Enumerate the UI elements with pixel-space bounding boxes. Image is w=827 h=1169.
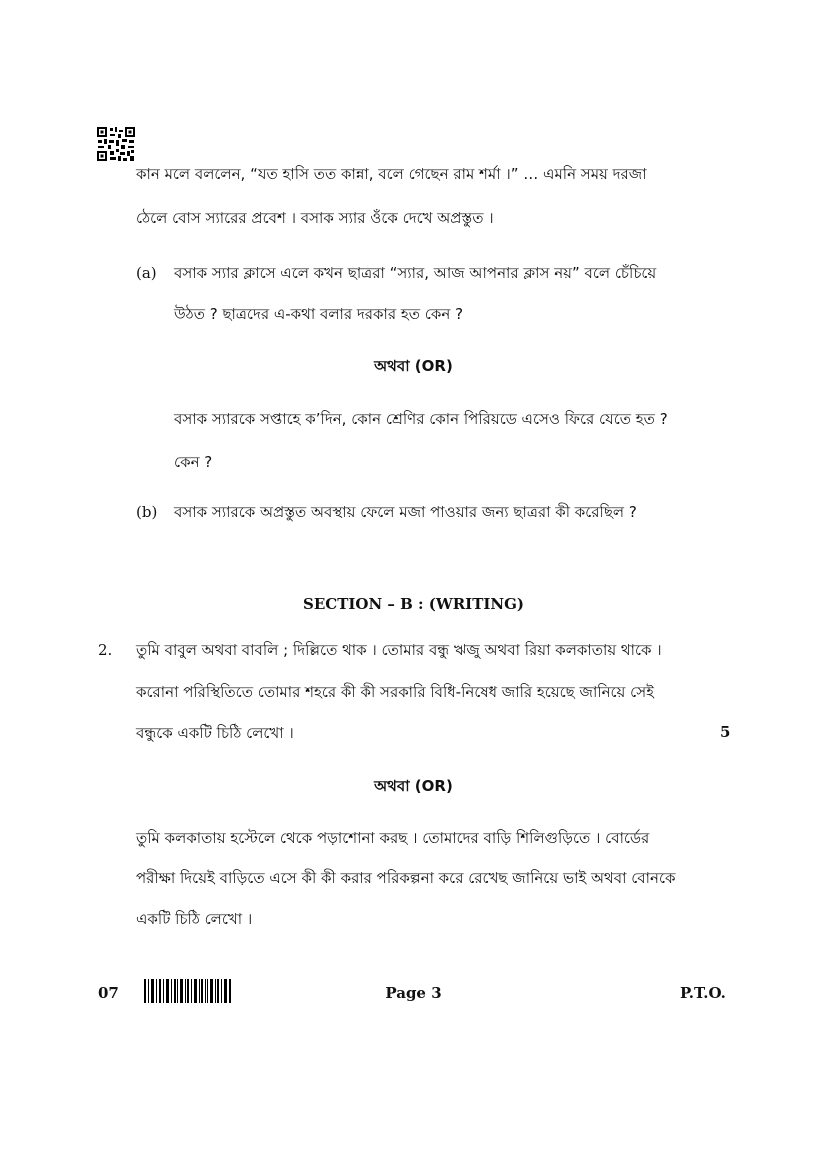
question-2-line-2: করোনা পরিস্থিতিতে তোমার শহরে কী কী সরকারি বিধি-নিষেধ জারি হয়েছে জানিয়ে সেই (136, 683, 654, 701)
paper-code: 07 (98, 984, 119, 1002)
part-b-label: (b) (136, 503, 158, 521)
alternative-2-line-2: পরীক্ষা দিয়েই বাড়িতে এসে কী কী করার পরিকল্পনা করে রেখেছ জানিয়ে ভাই অথবা বোনকে (136, 869, 676, 887)
part-b-line-1: বসাক স্যারকে অপ্রস্তুত অবস্থায় ফেলে মজা পাওয়ার জন্য ছাত্ররা কী করেছিল ? (174, 503, 637, 521)
alternative-2-line-3: একটি চিঠি লেখো । (136, 910, 253, 928)
page-number: Page 3 (385, 984, 442, 1002)
or-heading: অথবা (OR) (374, 357, 453, 375)
question-2-line-3: বন্ধুকে একটি চিঠি লেখো । (136, 724, 294, 742)
alternative-2-line-1: তুমি কলকাতায় হস্টেলে থেকে পড়াশোনা করছ । তোমাদের বাড়ি শিলিগুড়িতে । বোর্ডের (136, 829, 650, 847)
section-b-heading: SECTION – B : (WRITING) (303, 595, 524, 613)
part-a-line-1: বসাক স্যার ক্লাসে এলে কখন ছাত্ররা “স্যার, আজ আপনার ক্লাস নয়” বলে চেঁচিয়ে (174, 264, 657, 282)
question-2-marks: 5 (720, 723, 731, 741)
continuation-line-1: কান মলে বললেন, “যত হাসি তত কান্না, বলে গেছেন রাম শর্মা ।” … এমনি সময় দরজা (136, 165, 647, 183)
alternative-a-line-1: বসাক স্যারকে সপ্তাহে ক’দিন, কোন শ্রেণির কোন পিরিয়ডে এসেও ফিরে যেতে হত ? (174, 410, 668, 428)
part-a-line-2: উঠত ? ছাত্রদের এ-কথা বলার দরকার হত কেন ? (174, 305, 464, 323)
part-a-label: (a) (136, 264, 157, 282)
alternative-a-line-2: কেন ? (174, 453, 213, 471)
question-2-line-1: তুমি বাবুল অথবা বাবলি ; দিল্লিতে থাক । তোমার বন্ধু ঋজু অথবা রিয়া কলকাতায় থাকে । (136, 641, 662, 659)
or-heading: অথবা (OR) (374, 777, 453, 795)
please-turn-over: P.T.O. (680, 984, 726, 1002)
qr-code-icon (96, 126, 136, 162)
question-2-number: 2. (98, 641, 113, 659)
continuation-line-2: ঠেলে বোস স্যারের প্রবেশ । বসাক স্যার ওঁকে দেখে অপ্রস্তুত । (136, 209, 494, 227)
